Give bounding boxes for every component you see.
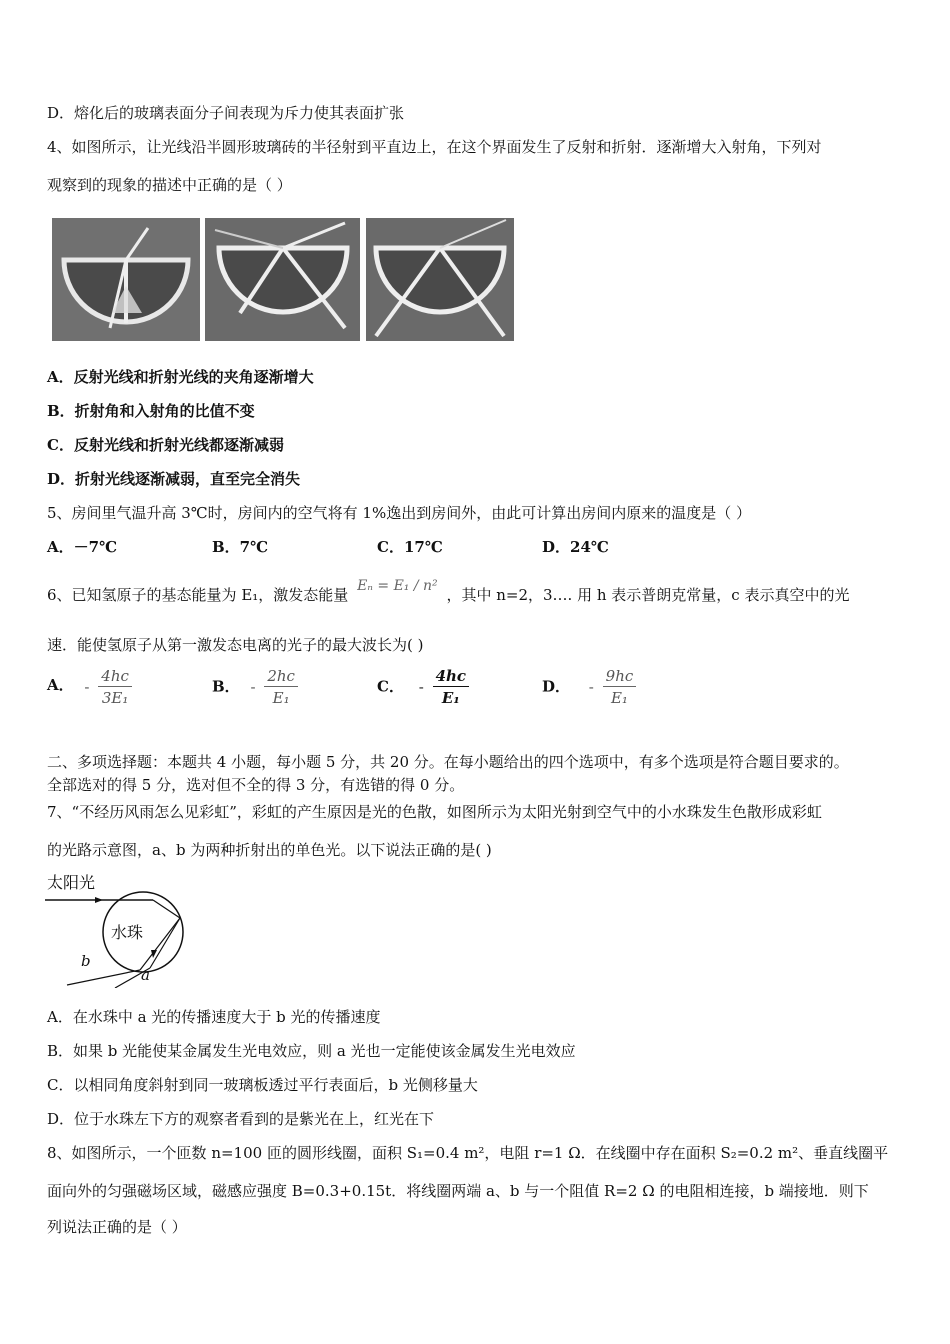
q6-b-num: 2hc [264, 666, 298, 687]
q5-stem: 5、房间里气温升高 3℃时，房间内的空气将有 1%逸出到房间外，由此可计算出房间内原来的温度是（ ） [47, 504, 751, 522]
q7-stem-line2: 的光路示意图，a、b 为两种折射出的单色光。以下说法正确的是( ) [47, 841, 492, 859]
q7-fig-sun-label: 太阳光 [47, 873, 96, 892]
q6-d-fraction [603, 666, 637, 709]
q7-fig-drop-label: 水珠 [111, 923, 144, 942]
q6-option-d [542, 666, 636, 709]
q6-stem-line2: 速．能使氢原子从第一激发态电离的光子的最大波长为( ) [47, 636, 424, 654]
q6-option-b [212, 666, 298, 709]
q8-stem-line1: 8、如图所示，一个匝数 n=100 匝的圆形线圈，面积 S₁=0.4 m²，电阻 r=1 Ω．在线圈中存在面积 S₂=0.2 m²、垂直线圈平 [47, 1144, 889, 1162]
q5-option-b: B．7℃ [212, 538, 269, 556]
q3-option-d: D．熔化后的玻璃表面分子间表现为斥力使其表面扩张 [47, 104, 405, 122]
q4-photo-1 [52, 218, 200, 341]
q6-a-num: 4hc [98, 666, 132, 687]
q6-option-a [47, 666, 132, 709]
q6-d-num: 9hc [603, 666, 637, 687]
q6-stem-post: ，其中 n=2，3…. 用 h 表示普朗克常量，c 表示真空中的光 [446, 586, 850, 604]
q6-b-label: B． [212, 677, 240, 696]
q6-b-minus: - [250, 677, 256, 696]
q6-d-label: D． [542, 677, 571, 696]
q4-photo-2 [205, 218, 360, 341]
q7-fig-b-label: b [81, 952, 91, 970]
q6-c-minus: - [418, 677, 424, 696]
q7-option-c: C．以相同角度斜射到同一玻璃板透过平行表面后，b 光侧移量大 [47, 1076, 478, 1094]
q6-c-den: E₁ [441, 689, 460, 707]
q7-option-a: A．在水珠中 a 光的传播速度大于 b 光的传播速度 [47, 1008, 381, 1026]
q5-option-a: A．－7℃ [47, 538, 118, 556]
q6-d-minus: - [588, 677, 594, 696]
q5-option-c: C．17℃ [377, 538, 443, 556]
q4-photo-3 [366, 218, 514, 341]
q7-stem-line1: 7、“不经历风雨怎么见彩虹”，彩虹的产生原因是光的色散，如图所示为太阳光射到空气中的小水珠发生色散形成彩虹 [47, 803, 822, 821]
q6-stem-pre: 6、已知氢原子的基态能量为 E₁，激发态能量 [47, 586, 349, 604]
q6-c-num: 4hc [433, 666, 469, 687]
q6-c-fraction [433, 666, 469, 709]
q6-formula: Eₙ = E₁ / n² [357, 578, 438, 594]
q7-option-d: D．位于水珠左下方的观察者看到的是紫光在上，红光在下 [47, 1110, 435, 1128]
q8-stem-line3: 列说法正确的是（ ） [47, 1218, 187, 1236]
q7-option-b: B．如果 b 光能使某金属发生光电效应，则 a 光也一定能使该金属发生光电效应 [47, 1042, 576, 1060]
q4-option-d: D．折射光线逐渐减弱，直至完全消失 [47, 470, 301, 488]
q7-figure [45, 870, 190, 988]
q4-option-b: B．折射角和入射角的比值不变 [47, 402, 255, 420]
q6-a-minus: - [84, 677, 90, 696]
q6-a-den: 3E₁ [101, 689, 129, 707]
q6-c-label: C． [377, 677, 404, 696]
q7-fig-a-label: a [141, 966, 150, 984]
q6-b-den: E₁ [272, 689, 290, 707]
q5-option-d: D．24℃ [542, 538, 609, 556]
q6-a-fraction [98, 666, 132, 709]
q6-option-c [377, 666, 469, 709]
q6-a-label: A． [47, 675, 74, 694]
section2-heading-line2: 全部选对的得 5 分，选对但不全的得 3 分，有选错的得 0 分。 [47, 776, 465, 794]
q8-stem-line2: 面向外的匀强磁场区域，磁感应强度 B=0.3+0.15t．将线圈两端 a、b 与一个阻值 R=2 Ω 的电阻相连接，b 端接地．则下 [47, 1182, 869, 1200]
q4-option-c: C．反射光线和折射光线都逐渐减弱 [47, 436, 284, 454]
q4-stem-line2: 观察到的现象的描述中正确的是（ ） [47, 176, 292, 194]
q4-option-a: A．反射光线和折射光线的夹角逐渐增大 [47, 368, 314, 386]
q6-d-den: E₁ [610, 689, 628, 707]
q4-stem-line1: 4、如图所示，让光线沿半圆形玻璃砖的半径射到平直边上，在这个界面发生了反射和折射．逐渐增大入射角，下列对 [47, 138, 822, 156]
q6-b-fraction [264, 666, 298, 709]
section2-heading-line1: 二、多项选择题：本题共 4 小题，每小题 5 分，共 20 分。在每小题给出的四个选项中，有多个选项是符合题目要求的。 [47, 753, 849, 771]
q6-stem-line1 [47, 578, 850, 606]
